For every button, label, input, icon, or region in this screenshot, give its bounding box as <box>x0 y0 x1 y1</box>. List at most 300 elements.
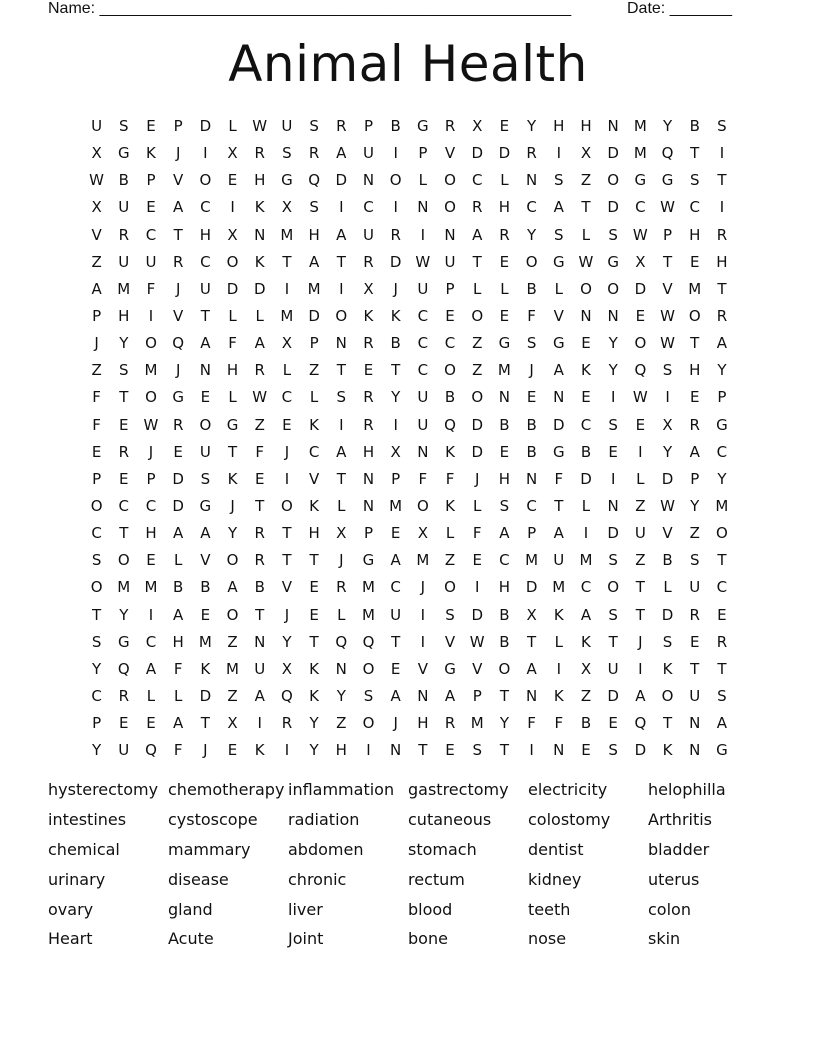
grid-letter[interactable]: H <box>172 632 184 651</box>
grid-letter[interactable]: T <box>690 334 700 353</box>
grid-letter[interactable]: Y <box>690 496 700 515</box>
grid-letter[interactable]: T <box>662 252 673 271</box>
grid-letter[interactable]: D <box>471 442 483 461</box>
grid-letter[interactable]: J <box>393 714 398 733</box>
grid-letter[interactable]: M <box>226 659 239 678</box>
grid-letter[interactable]: G <box>362 551 375 570</box>
grid-letter[interactable]: Y <box>662 442 673 461</box>
grid-letter[interactable]: U <box>390 605 402 624</box>
grid-letter[interactable]: T <box>690 144 700 163</box>
grid-letter[interactable]: K <box>309 415 320 434</box>
grid-letter[interactable]: T <box>309 551 319 570</box>
grid-letter[interactable]: K <box>445 442 455 461</box>
grid-letter[interactable]: O <box>444 198 456 217</box>
grid-letter[interactable]: K <box>309 496 320 515</box>
grid-letter[interactable]: E <box>390 524 401 543</box>
grid-letter[interactable]: Q <box>362 632 375 651</box>
grid-letter[interactable]: H <box>308 524 320 543</box>
grid-letter[interactable]: S <box>472 741 482 760</box>
grid-letter[interactable]: E <box>200 388 211 407</box>
grid-letter[interactable]: G <box>552 334 565 353</box>
grid-letter[interactable]: L <box>554 632 563 651</box>
grid-letter[interactable]: S <box>336 388 347 407</box>
grid-letter[interactable]: R <box>254 524 265 543</box>
grid-letter[interactable]: A <box>145 659 157 678</box>
grid-letter[interactable]: W <box>660 306 675 325</box>
grid-letter[interactable]: T <box>418 741 428 760</box>
grid-letter[interactable]: H <box>580 117 592 135</box>
grid-letter[interactable]: Z <box>227 632 238 651</box>
grid-letter[interactable]: N <box>525 469 538 488</box>
grid-letter[interactable]: B <box>118 171 129 190</box>
grid-letter[interactable]: I <box>610 388 616 407</box>
grid-letter[interactable]: G <box>281 171 293 190</box>
grid-letter[interactable]: U <box>281 117 293 135</box>
grid-letter[interactable]: M <box>525 551 539 570</box>
grid-letter[interactable]: X <box>281 198 293 217</box>
grid-letter[interactable]: R <box>363 415 374 434</box>
grid-letter[interactable]: A <box>200 524 211 543</box>
grid-letter[interactable]: N <box>335 334 347 353</box>
grid-letter[interactable]: A <box>173 605 184 624</box>
grid-letter[interactable]: E <box>119 714 129 733</box>
grid-letter[interactable]: A <box>580 605 592 624</box>
grid-letter[interactable]: N <box>553 388 565 407</box>
grid-letter[interactable]: T <box>472 252 482 271</box>
grid-letter[interactable]: D <box>580 469 592 488</box>
grid-letter[interactable]: R <box>172 415 184 434</box>
grid-letter[interactable]: H <box>335 741 347 760</box>
grid-letter[interactable]: D <box>607 144 619 163</box>
grid-letter[interactable]: C <box>363 198 374 217</box>
grid-letter[interactable]: X <box>227 144 238 163</box>
grid-letter[interactable]: E <box>445 306 455 325</box>
grid-letter[interactable]: O <box>117 551 130 570</box>
grid-letter[interactable]: L <box>473 496 482 515</box>
grid-letter[interactable]: K <box>200 659 211 678</box>
grid-letter[interactable]: E <box>146 117 156 135</box>
grid-letter[interactable]: Y <box>608 334 618 353</box>
grid-letter[interactable]: P <box>472 686 482 705</box>
grid-letter[interactable]: X <box>635 252 646 271</box>
grid-letter[interactable]: C <box>689 198 700 217</box>
grid-letter[interactable]: O <box>389 171 402 190</box>
grid-letter[interactable]: R <box>172 252 184 271</box>
grid-letter[interactable]: L <box>282 361 292 380</box>
grid-letter[interactable]: P <box>309 334 319 353</box>
grid-letter[interactable]: E <box>282 415 292 434</box>
grid-letter[interactable]: R <box>472 198 483 217</box>
grid-letter[interactable]: D <box>634 741 647 760</box>
grid-letter[interactable]: R <box>444 117 456 135</box>
grid-letter[interactable]: O <box>444 578 456 597</box>
grid-letter[interactable]: S <box>662 632 673 651</box>
grid-letter[interactable]: D <box>607 524 619 543</box>
grid-letter[interactable]: P <box>363 524 373 543</box>
grid-letter[interactable]: C <box>308 442 320 461</box>
grid-letter[interactable]: M <box>633 144 647 163</box>
grid-letter[interactable]: T <box>527 632 537 651</box>
grid-letter[interactable]: G <box>117 144 130 163</box>
grid-letter[interactable]: T <box>554 496 564 515</box>
grid-letter[interactable]: I <box>339 415 344 434</box>
grid-letter[interactable]: I <box>556 144 561 163</box>
grid-letter[interactable]: C <box>716 578 728 597</box>
grid-letter[interactable]: A <box>254 334 265 353</box>
grid-letter[interactable]: Y <box>662 117 673 135</box>
grid-letter[interactable]: B <box>499 605 510 624</box>
grid-letter[interactable]: A <box>336 144 347 163</box>
grid-letter[interactable]: I <box>529 741 534 760</box>
grid-letter[interactable]: S <box>91 551 102 570</box>
grid-letter[interactable]: L <box>445 524 455 543</box>
grid-letter[interactable]: G <box>444 659 456 678</box>
grid-letter[interactable]: Y <box>119 605 129 624</box>
grid-letter[interactable]: V <box>662 279 673 298</box>
grid-letter[interactable]: V <box>281 578 293 597</box>
grid-letter[interactable]: H <box>689 361 701 380</box>
grid-letter[interactable]: C <box>145 225 157 244</box>
grid-letter[interactable]: T <box>499 741 509 760</box>
grid-letter[interactable]: T <box>282 551 292 570</box>
grid-letter[interactable]: T <box>662 714 673 733</box>
grid-letter[interactable]: T <box>282 524 292 543</box>
grid-letter[interactable]: I <box>148 605 154 624</box>
grid-letter[interactable]: S <box>554 171 564 190</box>
grid-letter[interactable]: U <box>118 252 130 271</box>
grid-letter[interactable]: D <box>607 686 619 705</box>
grid-letter[interactable]: M <box>361 578 375 597</box>
grid-letter[interactable]: J <box>638 632 643 651</box>
grid-letter[interactable]: C <box>390 578 401 597</box>
grid-letter[interactable]: F <box>554 469 564 488</box>
grid-letter[interactable]: S <box>717 117 727 135</box>
grid-letter[interactable]: H <box>118 306 130 325</box>
grid-letter[interactable]: D <box>199 686 212 705</box>
grid-letter[interactable]: U <box>689 578 701 597</box>
grid-letter[interactable]: D <box>253 279 266 298</box>
grid-letter[interactable]: Q <box>172 334 185 353</box>
grid-letter[interactable]: X <box>472 117 483 135</box>
grid-letter[interactable]: G <box>117 632 130 651</box>
grid-letter[interactable]: C <box>91 524 102 543</box>
grid-letter[interactable]: V <box>444 144 456 163</box>
grid-letter[interactable]: E <box>499 252 510 271</box>
grid-letter[interactable]: F <box>228 334 237 353</box>
grid-letter[interactable]: U <box>118 198 130 217</box>
grid-letter[interactable]: X <box>580 659 592 678</box>
grid-letter[interactable]: F <box>472 524 482 543</box>
grid-letter[interactable]: J <box>284 442 290 461</box>
grid-letter[interactable]: G <box>716 415 728 434</box>
grid-letter[interactable]: H <box>254 171 266 190</box>
grid-letter[interactable]: T <box>717 659 727 678</box>
grid-letter[interactable]: Y <box>499 714 509 733</box>
grid-letter[interactable]: X <box>227 714 238 733</box>
grid-letter[interactable]: Y <box>608 361 618 380</box>
grid-letter[interactable]: Q <box>281 686 293 705</box>
grid-letter[interactable]: L <box>228 306 237 325</box>
grid-letter[interactable]: A <box>716 334 728 353</box>
grid-letter[interactable]: N <box>362 469 375 488</box>
grid-letter[interactable]: O <box>145 388 157 407</box>
grid-letter[interactable]: D <box>634 279 647 298</box>
grid-letter[interactable]: F <box>92 388 101 407</box>
date-field[interactable]: Date: _______ <box>627 0 732 17</box>
grid-letter[interactable]: U <box>417 279 429 298</box>
grid-letter[interactable]: L <box>146 686 156 705</box>
grid-letter[interactable]: B <box>526 442 537 461</box>
grid-letter[interactable]: O <box>199 415 212 434</box>
grid-letter[interactable]: N <box>689 741 701 760</box>
grid-letter[interactable]: R <box>118 686 129 705</box>
grid-letter[interactable]: R <box>390 225 401 244</box>
grid-letter[interactable]: H <box>498 578 511 597</box>
grid-letter[interactable]: Q <box>117 659 130 678</box>
grid-letter[interactable]: T <box>635 578 645 597</box>
grid-letter[interactable]: V <box>417 659 428 678</box>
grid-letter[interactable]: T <box>309 632 319 651</box>
grid-letter[interactable]: I <box>719 198 725 217</box>
grid-letter[interactable]: G <box>226 415 239 434</box>
grid-letter[interactable]: S <box>309 117 319 135</box>
grid-letter[interactable]: L <box>309 388 319 407</box>
grid-letter[interactable]: I <box>339 279 344 298</box>
grid-letter[interactable]: I <box>284 469 290 488</box>
grid-letter[interactable]: B <box>390 117 401 135</box>
grid-letter[interactable]: H <box>199 225 211 244</box>
grid-letter[interactable]: Y <box>717 469 727 488</box>
grid-letter[interactable]: B <box>444 388 456 407</box>
grid-letter[interactable]: I <box>366 741 371 760</box>
grid-letter[interactable]: Q <box>661 144 674 163</box>
grid-letter[interactable]: W <box>578 252 594 271</box>
grid-letter[interactable]: R <box>254 551 265 570</box>
grid-letter[interactable]: K <box>553 605 564 624</box>
grid-letter[interactable]: W <box>632 388 648 407</box>
grid-letter[interactable]: U <box>362 144 374 163</box>
grid-letter[interactable]: N <box>390 741 402 760</box>
grid-letter[interactable]: K <box>254 198 265 217</box>
grid-letter[interactable]: D <box>199 117 212 135</box>
grid-letter[interactable]: X <box>526 605 537 624</box>
grid-letter[interactable]: O <box>580 279 592 298</box>
grid-letter[interactable]: M <box>198 632 212 651</box>
grid-letter[interactable]: N <box>553 741 565 760</box>
grid-letter[interactable]: N <box>417 442 429 461</box>
grid-letter[interactable]: B <box>499 415 510 434</box>
grid-letter[interactable]: R <box>716 306 728 325</box>
grid-letter[interactable]: D <box>498 144 511 163</box>
grid-letter[interactable]: T <box>282 252 292 271</box>
grid-letter[interactable]: Z <box>580 686 592 705</box>
grid-letter[interactable]: C <box>635 198 646 217</box>
grid-letter[interactable]: M <box>117 279 131 298</box>
grid-letter[interactable]: K <box>662 659 673 678</box>
grid-letter[interactable]: D <box>389 252 402 271</box>
grid-letter[interactable]: U <box>145 252 157 271</box>
grid-letter[interactable]: S <box>499 496 510 515</box>
grid-letter[interactable]: M <box>144 578 158 597</box>
grid-letter[interactable]: Q <box>335 632 348 651</box>
grid-letter[interactable]: T <box>608 632 618 651</box>
grid-letter[interactable]: H <box>498 198 511 217</box>
grid-letter[interactable]: O <box>444 171 456 190</box>
grid-letter[interactable]: I <box>610 469 616 488</box>
grid-letter[interactable]: B <box>580 714 592 733</box>
grid-letter[interactable]: C <box>200 198 211 217</box>
grid-letter[interactable]: L <box>255 306 264 325</box>
grid-letter[interactable]: I <box>284 741 290 760</box>
grid-letter[interactable]: A <box>91 279 102 298</box>
grid-letter[interactable]: E <box>146 551 156 570</box>
grid-letter[interactable]: N <box>254 225 266 244</box>
grid-letter[interactable]: J <box>284 605 290 624</box>
grid-letter[interactable]: R <box>689 415 700 434</box>
grid-letter[interactable]: T <box>717 171 727 190</box>
grid-letter[interactable]: A <box>635 686 646 705</box>
grid-letter[interactable]: I <box>556 659 561 678</box>
grid-letter[interactable]: W <box>660 496 675 515</box>
grid-letter[interactable]: L <box>500 171 509 190</box>
grid-letter[interactable]: D <box>471 605 483 624</box>
grid-letter[interactable]: F <box>173 741 183 760</box>
grid-letter[interactable]: S <box>608 415 618 434</box>
grid-letter[interactable]: M <box>579 551 593 570</box>
grid-letter[interactable]: E <box>309 578 319 597</box>
grid-letter[interactable]: O <box>607 578 620 597</box>
grid-letter[interactable]: O <box>471 306 484 325</box>
grid-letter[interactable]: E <box>200 605 211 624</box>
grid-letter[interactable]: P <box>92 306 102 325</box>
grid-letter[interactable]: K <box>581 361 591 380</box>
grid-letter[interactable]: C <box>417 334 429 353</box>
grid-letter[interactable]: V <box>472 659 483 678</box>
grid-letter[interactable]: W <box>415 252 431 271</box>
grid-letter[interactable]: E <box>91 442 102 461</box>
grid-letter[interactable]: T <box>690 659 700 678</box>
grid-letter[interactable]: H <box>145 524 157 543</box>
grid-letter[interactable]: S <box>608 551 618 570</box>
grid-letter[interactable]: P <box>418 144 428 163</box>
grid-letter[interactable]: I <box>148 306 154 325</box>
grid-letter[interactable]: C <box>145 496 157 515</box>
grid-letter[interactable]: E <box>608 442 618 461</box>
grid-letter[interactable]: T <box>173 225 183 244</box>
grid-letter[interactable]: L <box>554 279 563 298</box>
grid-letter[interactable]: E <box>499 117 510 135</box>
grid-letter[interactable]: I <box>420 632 426 651</box>
grid-letter[interactable]: B <box>526 415 537 434</box>
grid-letter[interactable]: U <box>199 279 211 298</box>
grid-letter[interactable]: X <box>281 659 293 678</box>
grid-letter[interactable]: I <box>230 198 235 217</box>
grid-letter[interactable]: E <box>635 306 646 325</box>
grid-letter[interactable]: O <box>661 686 674 705</box>
grid-letter[interactable]: U <box>689 686 701 705</box>
grid-letter[interactable]: U <box>199 442 211 461</box>
grid-letter[interactable]: J <box>339 551 344 570</box>
grid-letter[interactable]: E <box>472 551 482 570</box>
grid-letter[interactable]: N <box>525 171 538 190</box>
grid-letter[interactable]: E <box>689 632 700 651</box>
grid-letter[interactable]: U <box>91 117 103 135</box>
grid-letter[interactable]: U <box>417 415 429 434</box>
grid-letter[interactable]: Y <box>92 741 102 760</box>
grid-letter[interactable]: O <box>634 334 647 353</box>
grid-letter[interactable]: A <box>553 361 564 380</box>
grid-letter[interactable]: I <box>420 225 426 244</box>
grid-letter[interactable]: L <box>337 605 346 624</box>
grid-letter[interactable]: L <box>418 171 428 190</box>
grid-letter[interactable]: D <box>661 469 674 488</box>
grid-letter[interactable]: J <box>230 496 235 515</box>
grid-letter[interactable]: N <box>417 686 429 705</box>
grid-letter[interactable]: M <box>389 496 403 515</box>
grid-letter[interactable]: D <box>172 496 184 515</box>
grid-letter[interactable]: L <box>228 388 237 407</box>
grid-letter[interactable]: W <box>660 334 675 353</box>
grid-letter[interactable]: E <box>526 388 537 407</box>
grid-letter[interactable]: K <box>662 741 673 760</box>
grid-letter[interactable]: S <box>309 198 319 217</box>
grid-letter[interactable]: R <box>363 334 374 353</box>
grid-letter[interactable]: S <box>119 361 129 380</box>
grid-letter[interactable]: K <box>363 306 374 325</box>
grid-letter[interactable]: Y <box>527 225 537 244</box>
grid-letter[interactable]: N <box>607 117 619 135</box>
grid-letter[interactable]: M <box>144 361 158 380</box>
grid-letter[interactable]: D <box>335 171 348 190</box>
grid-letter[interactable]: Z <box>336 714 347 733</box>
grid-letter[interactable]: C <box>91 686 102 705</box>
grid-letter[interactable]: F <box>418 469 428 488</box>
grid-letter[interactable]: K <box>390 306 401 325</box>
grid-letter[interactable]: P <box>445 279 455 298</box>
grid-letter[interactable]: T <box>581 198 591 217</box>
grid-letter[interactable]: H <box>417 714 429 733</box>
grid-letter[interactable]: S <box>717 686 727 705</box>
grid-letter[interactable]: G <box>661 171 674 190</box>
grid-letter[interactable]: K <box>309 659 320 678</box>
grid-letter[interactable]: L <box>337 496 346 515</box>
grid-letter[interactable]: U <box>553 551 565 570</box>
grid-letter[interactable]: E <box>173 442 183 461</box>
grid-letter[interactable]: R <box>254 361 265 380</box>
grid-letter[interactable]: R <box>308 144 320 163</box>
grid-letter[interactable]: V <box>200 551 211 570</box>
grid-letter[interactable]: Y <box>282 632 292 651</box>
grid-letter[interactable]: V <box>173 306 184 325</box>
grid-letter[interactable]: Z <box>472 361 483 380</box>
grid-letter[interactable]: I <box>638 442 643 461</box>
grid-letter[interactable]: F <box>146 279 156 298</box>
grid-letter[interactable]: C <box>499 551 510 570</box>
grid-letter[interactable]: A <box>227 578 238 597</box>
grid-letter[interactable]: R <box>363 252 374 271</box>
grid-letter[interactable]: C <box>471 171 483 190</box>
grid-letter[interactable]: E <box>689 388 700 407</box>
grid-letter[interactable]: I <box>475 578 480 597</box>
grid-letter[interactable]: X <box>281 334 293 353</box>
grid-letter[interactable]: R <box>336 578 347 597</box>
grid-letter[interactable]: I <box>420 605 426 624</box>
grid-letter[interactable]: M <box>280 306 294 325</box>
grid-letter[interactable]: L <box>228 117 237 135</box>
grid-letter[interactable]: N <box>444 225 456 244</box>
grid-letter[interactable]: F <box>445 469 455 488</box>
grid-letter[interactable]: R <box>254 144 265 163</box>
